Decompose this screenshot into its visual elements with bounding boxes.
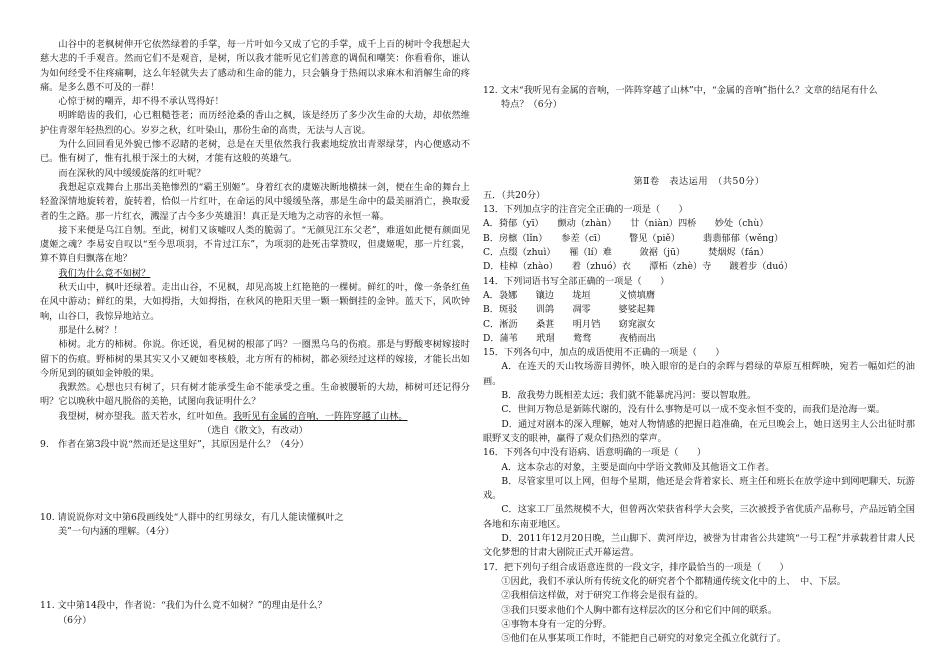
spacer — [483, 38, 915, 84]
paragraph: 我想起京戏舞台上那出美艳惨烈的“霸王别姬”。身着红衣的虞姬决断地横抹一剑，便在生命的舞台上轻盈深情地旋转着，旋转着，恰似一片红叶，在命运的风中缓缓坠落，那是生命中的最美丽消亡，换取爱者的生之路。那一片红衣，溅湿了古今多少英雄泪！真正是天地为之动容的永恒一幕。 — [40, 181, 470, 222]
underlined-question — [40, 267, 470, 281]
option: C．淅沥 桑葚 明月铛 窈窕淑女 — [483, 318, 656, 330]
section-title: 第Ⅱ卷 表达运用 （共50分） — [633, 175, 765, 187]
option: D．桂棹（zhào） 着（zhuó）衣 潭柘（zhè）寺 踱着步（duó） — [483, 261, 793, 273]
left-column — [40, 38, 470, 628]
answer-space[interactable] — [40, 453, 470, 511]
option: A．猗郁（yī） 颤动（zhàn） 廿（niàn）四桥 妙处（chù） — [483, 218, 769, 230]
underlined-text: 我们为什么竟不如树？ — [58, 267, 151, 279]
option: A．在连天的天山牧场游目骋怀，映入眼帘的是白的余晖与碧绿的草原互相辉映，宛若一幅如烂的油画。 — [483, 361, 915, 387]
last-paragraph — [40, 410, 470, 424]
paragraph: 心惊于树的嘲弄，却不得不承认骂得好！ — [58, 96, 224, 108]
option: B．房檩（lǐn） 参差（cī） 瞥见（piě） 翡翡郁郁（wěng） — [483, 232, 784, 244]
answer-space[interactable] — [483, 113, 915, 175]
question-12: 12. 文末“我听见有金属的音响，一阵阵穿越了山林”中，“金属的音响”指什么？文章的结尾有什么 — [483, 85, 878, 96]
question-10: 10. 请说说你对文中第6段画线处“人群中的红男绿女，有几人能读懂枫叶之 — [40, 511, 344, 523]
paragraph: 我默然。心想也只有树了，只有树才能承受生命不能承受之重。生命被腰斩的大劫，柿树可还记得分明？它以晚秋中超凡脱俗的美艳，试图向我证明什么？ — [40, 382, 470, 408]
option: A．这本杂志的对象，主要是面向中学语文教师及其他语文工作者。 — [501, 461, 775, 473]
question-15: 15．下列各句中，加点的成语使用不正确的一项是（ ） — [483, 347, 725, 359]
paragraph: 为什么回回看见外貌已惨不忍睹的老树，总是在天里依然我行我素地绽放出青翠绿芽，内心便感动不已。惟有树了，惟有扎根于深土的大树，才能有这般的英雄气。 — [40, 139, 470, 165]
option: A．袅娜 镶边 垅垣 义愤填膺 — [483, 289, 656, 301]
question-16: 16．下列各句中没有语病、语意明确的一项是（ ） — [483, 447, 707, 459]
option: C．点缀（zhuì） 罹（lí）难 敛裾（jū） 焚烟烬（fán） — [483, 247, 769, 259]
question-13: 13．下列加点字的注音完全正确的一项是（ ） — [483, 204, 688, 216]
source-note: （选自《散文》，有改动） — [202, 425, 308, 437]
paragraph: 秋天山中，枫叶还绿着。走出山谷，不见枫，却见高坡上红艳艳的一棵树。鲜红的叶，像一条条红鱼在风中游动；鲜红的果，大如拇指，大如拇指，在秋风的艳阳天里一颗一颗倒挂的金钟。蓝天下，风吹钟响，山谷口，我惊异地站立。 — [40, 282, 470, 322]
option: B．斑驳 训鸽 凋零 婆娑起舞 — [483, 304, 656, 316]
underlined-text: 我听见有金属的音响，一阵阵穿越了山林。 — [232, 410, 408, 422]
option: C．世间万物总是新陈代谢的，没有什么事物是可以一成不变永恒不变的，而我们是沧海一粟。 — [501, 404, 886, 416]
paragraph: 而在深秋的风中缓缓旋落的红叶呢？ — [58, 167, 206, 179]
option: B．尽管家里可以上网，但每个星期，他还是会背着家长、班主任和班长在放学途中到网吧聊天、玩游戏。 — [483, 475, 915, 502]
question-12-cont: 特点？（6分） — [501, 99, 562, 111]
list-item: ②我相信这样做，对于研究工作将会是很有益的。 — [501, 590, 704, 602]
list-item: ④事物本身有一定的分野。 — [501, 618, 612, 630]
question-10-cont: 美”一句内涵的理解。（4分） — [58, 525, 175, 537]
paragraph: 明眸皓齿的我们，心已粗糙苍老；而历经沧桑的香山之枫，该是经历了多少次生命的大劫，却依然维护住青翠年轻热烈的心。岁岁之秋，红叶染山，那份生命的高贵，无法与人言说。 — [40, 110, 470, 136]
question-11: 11. 文中第14段中，作者说：“我们为什么竟不如树？”的理由是什么？ — [40, 600, 327, 612]
list-item: ③我们只要求他们个人胸中都有这样层次的区分和它们中间的联系。 — [501, 604, 778, 616]
question-9: 9. 作者在第3段中说“然而还是这里好”，其原因是什么？（4分） — [40, 439, 309, 451]
paragraph: 山谷中的老枫树伸开它依然绿着的手掌，每一片叶如今又成了它的手掌，成千上百的树叶令我想起大慈大悲的千手观音。然而它们不是观音，是树，所以我才能听见它们善意的调侃和嘲笑：你看看你，谁认为如何经受不住疼痛啊，这么年轻就失去了感动和生命的能力，只会躺身于热闹以求麻木和消解生命的疼痛。是多么愚不可及的一群！ — [40, 39, 470, 93]
option: D．2011年12月20日晚，兰山脚下、黄河岸边，被誉为甘肃省公共建筑“一号工程”并承载着甘肃人民文化梦想的甘肃大剧院正式开幕运营。 — [483, 533, 915, 559]
option: C．这家工厂虽然规模不大，但曾两次荣获省科学大会奖，三次被授予省优质产品称号，产品远销全国各地和东南亚地区。 — [483, 504, 915, 530]
part-heading: 五．（共20分） — [483, 189, 546, 201]
right-column — [483, 38, 915, 646]
option: D．通过对剧本的深入理解，她对人物情感的把握日趋准确，在元旦晚会上，她日送男主人公出征时那眼野叉支的眼神，赢得了观众们热烈的掌声。 — [483, 418, 915, 444]
paragraph: 那是什么树？！ — [58, 324, 123, 336]
question-14: 14．下列词语书写全部正确的一项是（ ） — [483, 275, 670, 287]
last-text: 我望树，树亦望我。蓝天若水，红叶如鱼。 — [58, 410, 233, 422]
list-item: ①因此，我们不承认所有传统文化的研究者个个都精通传统文化中的上、 中、下层。 — [501, 575, 846, 587]
question-11-cont: （6分） — [58, 614, 92, 626]
list-item: ⑤他们在从事某项工作时，不能把自己研究的对象完全孤立化就行了。 — [501, 633, 787, 645]
question-17: 17．把下列句子组合成语意连贯的一段文字，排序最恰当的一项是（ ） — [483, 561, 789, 573]
answer-space[interactable] — [40, 539, 470, 599]
option: B．敌我势力既相差太远；我们就不能暴虎冯河：要以智取胜。 — [501, 390, 757, 402]
option: D．蒲苇 玳瑁 鹜骛 夜梢而出 — [483, 332, 656, 344]
paragraph: 接下来便是乌江自刎。至此，树们又该嘘叹人类的脆弱了。“无颜见江东父老”，难道如此便有颜面见虞姬之魂？李易安自叹以“至今思项羽，不肯过江东”，为项羽的赴死击掌赞叹，但虞姬呢，那一片红裳，算不算自归飘落在地？ — [40, 224, 470, 265]
paragraph: 柿树。北方的柿树。你说。你还说，看见树的根部了吗？一圈黑乌乌的伤痕。那是与野酸枣树嫁接时留下的伤痕。野柿树的果其实又小又硬如枣核般，北方所有的柿树，都必须经过这样的嫁接，才能长出如今所见到的硕如金钟般的果。 — [40, 339, 470, 379]
